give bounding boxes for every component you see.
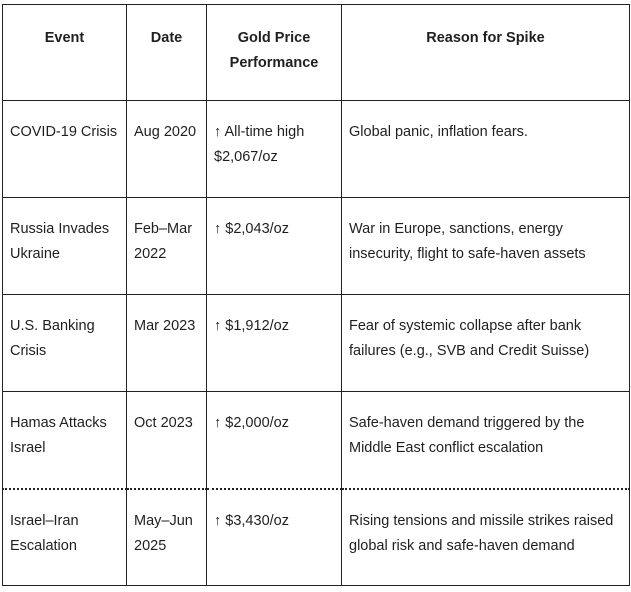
table-row: [3, 295, 630, 392]
header-reason-for-spike: Reason for Spike: [342, 5, 630, 101]
header-event: Event: [3, 5, 127, 101]
date-cell: Oct 2023: [127, 392, 207, 489]
performance-cell: ↑ All-time high $2,067/oz: [207, 101, 342, 198]
event-cell: Israel–Iran Escalation: [3, 489, 127, 586]
date-cell: Mar 2023: [127, 295, 207, 392]
header-gold-price-performance: Gold Price Performance: [207, 5, 342, 101]
date-cell: May–Jun 2025: [127, 489, 207, 586]
reason-cell: Fear of systemic collapse after bank failures (e.g., SVB and Credit Suisse): [342, 295, 630, 392]
header-date: Date: [127, 5, 207, 101]
date-cell: Aug 2020: [127, 101, 207, 198]
table-row: [3, 198, 630, 295]
reason-cell: Rising tensions and missile strikes raised global risk and safe-haven demand: [342, 489, 630, 586]
header-row: [3, 5, 630, 101]
date-cell: Feb–Mar 2022: [127, 198, 207, 295]
reason-cell: Global panic, inflation fears.: [342, 101, 630, 198]
performance-cell: ↑ $2,043/oz: [207, 198, 342, 295]
table-row: [3, 392, 630, 489]
event-cell: COVID-19 Crisis: [3, 101, 127, 198]
reason-cell: War in Europe, sanctions, energy insecurity, flight to safe-haven assets: [342, 198, 630, 295]
gold-events-table: [2, 4, 630, 586]
performance-cell: ↑ $3,430/oz: [207, 489, 342, 586]
table-row: [3, 489, 630, 586]
event-cell: U.S. Banking Crisis: [3, 295, 127, 392]
performance-cell: ↑ $1,912/oz: [207, 295, 342, 392]
reason-cell: Safe-haven demand triggered by the Middle East conflict escalation: [342, 392, 630, 489]
event-cell: Russia Invades Ukraine: [3, 198, 127, 295]
performance-cell: ↑ $2,000/oz: [207, 392, 342, 489]
table-row: [3, 101, 630, 198]
event-cell: Hamas Attacks Israel: [3, 392, 127, 489]
